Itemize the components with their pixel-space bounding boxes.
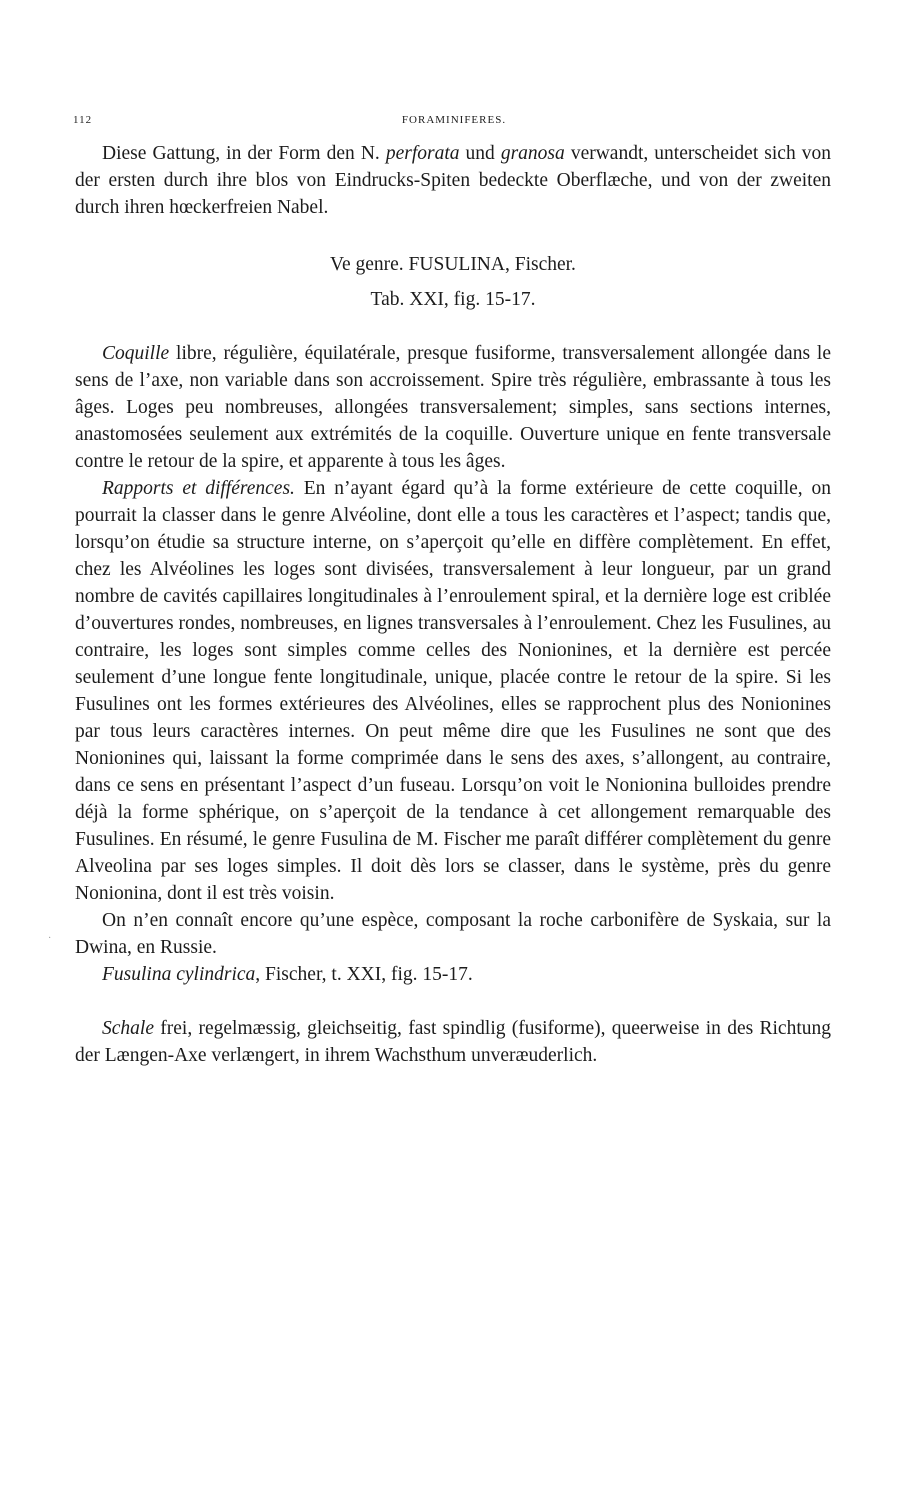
- margin-dot: ·: [48, 933, 52, 944]
- text-run: und: [459, 143, 501, 164]
- plate-reference: Tab. XXI, fig. 15-17.: [370, 289, 536, 310]
- rapports-paragraph: [75, 475, 831, 907]
- genus-heading: Ve genre. FUSULINA, Fischer.: [330, 254, 576, 275]
- species-epithet: granosa: [500, 143, 565, 164]
- species-epithet: perforata: [385, 143, 460, 164]
- species-note-paragraph: On n’en connaît encore qu’une espèce, composant la roche carbonifère de Syskaia, sur la Dwina, en Russie.: [75, 910, 831, 958]
- german-intro-paragraph: [75, 140, 831, 221]
- page-body: [75, 140, 831, 1069]
- paragraph-text: frei, regelmæssig, gleichseitig, fast spindlig (fusiforme), queerweise in des Richtung der Længen-Axe verlængert, in ihrem Wachsthum unveræuderlich.: [75, 1018, 831, 1066]
- schale-paragraph: [75, 1015, 831, 1069]
- text-run: verwandt, unterscheidet sich von der ersten durch ihre blos von Eindrucks-Spiten bedeckte Oberflæche, und von der zweiten durch ihren hœckerfreien Nabel.: [75, 143, 831, 218]
- text-run: Diese Gattung, in der Form den N.: [102, 143, 386, 164]
- species-name: Fusulina cylindrica: [102, 964, 256, 985]
- running-head: [73, 114, 835, 134]
- paragraph-text: En n’ayant égard qu’à la forme extérieure de cette coquille, on pourrait la classer dans le genre Alvéoline, dont elle a tous les caractères et l’aspect; tandis que, lorsqu’on étudie sa structure interne, on s’aperçoit qu’elle en diffère complètement. En effet, chez les Alvéolines les loges sont divisées, transversalement à leur longueur, par un grand nombre de cavités capillaires longitudinales à l’enroulement spiral, et la dernière loge est criblée d’ouvertures rondes, nombreuses, en lignes transversales à l’enroulement. Chez les Fusulines, au contraire, les loges sont simples comme celles des Nonionines, et la dernière est percée seulement d’une longue fente longitudinale, unique, placée contre le retour de la spire. Si les Fusulines ont les formes extérieures des Alvéolines, elles se rapprochent plus des Nonionines par tous leurs caractères internes. On peut même dire que les Fusulines ne sont que des Nonionines qui, laissant la forme comprimée dans le sens des axes, s’allongent, au contraire, dans ce sens en présentant l’aspect d’un fuseau. Lorsqu’on voit le Nonionina bulloides prendre déjà la forme sphérique, on s’aperçoit de la tendance à cet allongement remarquable des Fusulines. En résumé, le genre Fusulina de M. Fischer me paraît différer complètement du genre Alveolina par ses loges simples. Il doit dès lors se classer, dans le système, près du genre Nonionina, dont il est très voisin.: [75, 478, 831, 904]
- running-head-title: FORAMINIFERES.: [401, 114, 507, 126]
- paragraph-label: Rapports et différences.: [102, 478, 295, 499]
- species-line: [75, 961, 831, 988]
- paragraph-text: libre, régulière, équilatérale, presque fusiforme, transversalement allongée dans le sens de l’axe, non variable dans son accroissement. Spire très régulière, embrassante à tous les âges. Loges peu nombreuses, allongées transversalement; simples, sans sections internes, anastomosées seulement aux extrémités de la coquille. Ouverture unique en fente transversale contre le retour de la spire, et apparente à tous les âges.: [75, 343, 831, 472]
- paragraph-label: Schale: [102, 1018, 154, 1039]
- coquille-paragraph: [75, 340, 831, 475]
- species-reference: , Fischer, t. XXI, fig. 15-17.: [255, 964, 473, 985]
- paragraph-label: Coquille: [102, 343, 170, 364]
- page-number: 112: [73, 114, 93, 126]
